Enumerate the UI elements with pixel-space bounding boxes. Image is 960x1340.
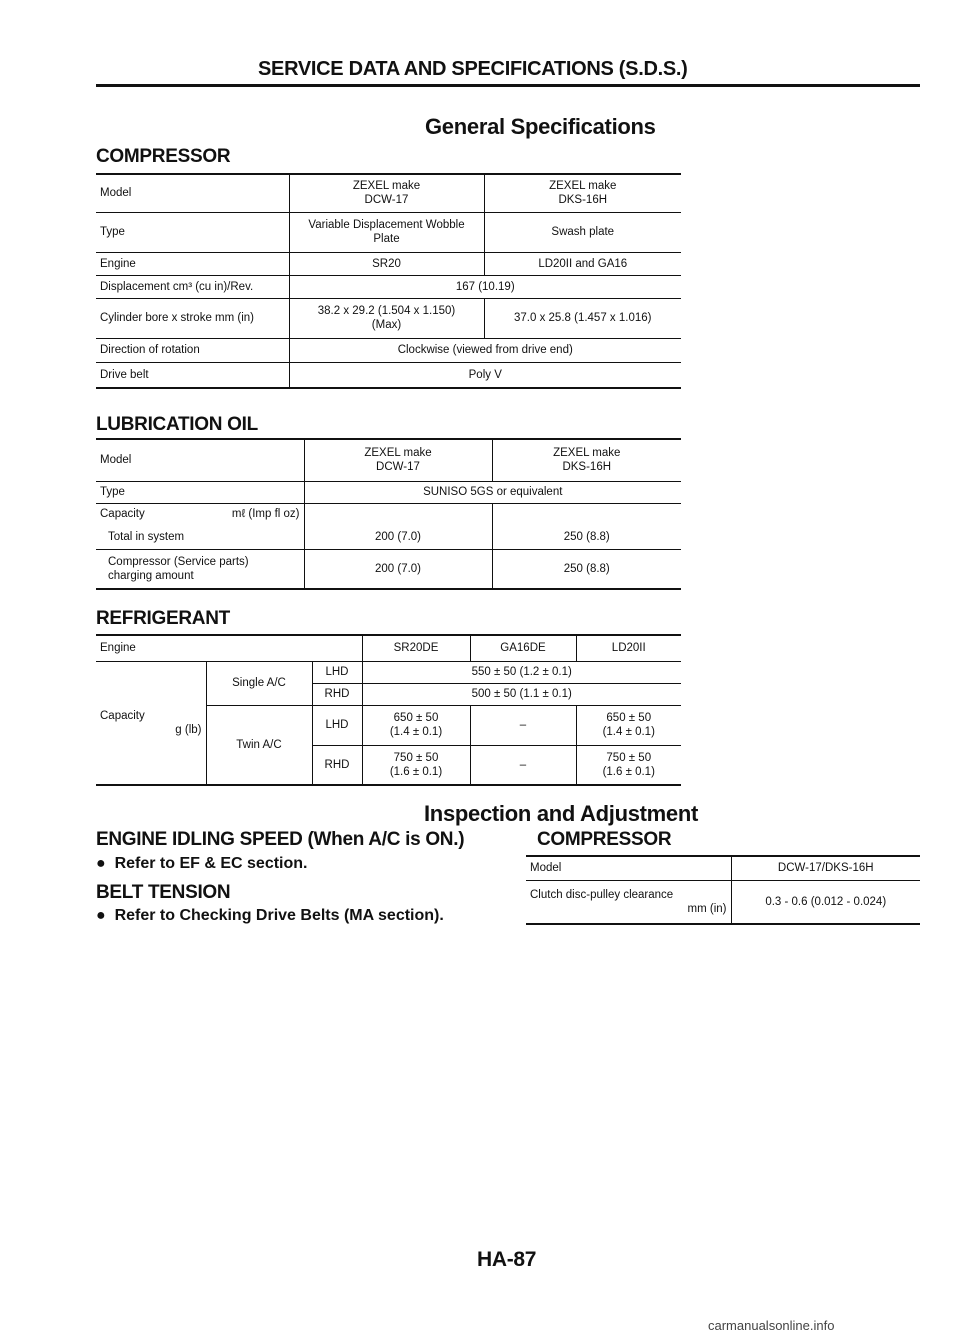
belt-note-text: Refer to Checking Drive Belts (MA section).: [114, 907, 444, 924]
engine-ld20ii: LD20II: [576, 635, 681, 661]
lubrication-heading: LUBRICATION OIL: [96, 414, 258, 435]
table-row: [96, 252, 681, 275]
table-row: [526, 856, 920, 880]
table-row: [96, 338, 681, 362]
cell: LD20II and GA16: [484, 252, 681, 275]
bullet-icon: ●: [96, 855, 115, 872]
belt-note: [96, 907, 444, 925]
cell: Variable Displacement Wobble Plate: [289, 212, 484, 252]
capacity-unit: g (lb): [175, 723, 202, 736]
idling-note: [96, 855, 307, 873]
row-label: Engine: [100, 257, 136, 270]
row-label: Cylinder bore x stroke mm (in): [100, 312, 255, 324]
cell: –: [470, 745, 576, 785]
row-label: Model: [100, 454, 132, 467]
inspection-compressor-table: [526, 855, 920, 925]
lhd-label: LHD: [312, 705, 362, 745]
cell: 200 (7.0): [304, 549, 492, 589]
cell: [304, 503, 492, 525]
cell: Swash plate: [484, 212, 681, 252]
cell: 38.2 x 29.2 (1.504 x 1.150) (Max): [289, 298, 484, 338]
cell: 650 ± 50 (1.4 ± 0.1): [362, 705, 470, 745]
capacity-cell: [96, 661, 206, 785]
cell: ZEXEL make DCW-17: [304, 439, 492, 481]
cell: 200 (7.0): [304, 525, 492, 549]
cell: 37.0 x 25.8 (1.457 x 1.016): [484, 298, 681, 338]
cell: SR20: [289, 252, 484, 275]
table-row: [96, 525, 681, 549]
cell: 550 ± 50 (1.2 ± 0.1): [362, 661, 681, 683]
lhd-label: LHD: [312, 661, 362, 683]
cell: 650 ± 50 (1.4 ± 0.1): [576, 705, 681, 745]
compressor-heading: COMPRESSOR: [96, 146, 231, 167]
table-row: [96, 481, 681, 503]
inspection-title: Inspection and Adjustment: [424, 801, 699, 826]
table-row: [96, 362, 681, 388]
cell: ZEXEL make DCW-17: [289, 174, 484, 212]
rhd-label: RHD: [312, 683, 362, 705]
clutch-unit: mm (in): [687, 902, 727, 915]
cell: 250 (8.8): [492, 525, 681, 549]
clutch-label: Clutch disc-pulley clearance: [530, 888, 674, 901]
watermark: carmanualsonline.info: [708, 1318, 835, 1333]
inspection-compressor-heading: COMPRESSOR: [537, 829, 672, 850]
table-row: [96, 298, 681, 338]
engine-sr20de: SR20DE: [362, 635, 470, 661]
compressor-table: [96, 173, 681, 389]
row-label: Drive belt: [100, 368, 149, 381]
cell: 0.3 - 0.6 (0.012 - 0.024): [731, 880, 920, 924]
table-row: [96, 503, 681, 525]
cell: ZEXEL make DKS-16H: [492, 439, 681, 481]
cell: SUNISO 5GS or equivalent: [304, 481, 681, 503]
row-label: [526, 880, 731, 924]
page-title: SERVICE DATA AND SPECIFICATIONS (S.D.S.): [258, 58, 688, 80]
row-label: Direction of rotation: [100, 344, 200, 356]
table-row: [96, 174, 681, 212]
belt-heading: BELT TENSION: [96, 882, 231, 903]
cell: 750 ± 50 (1.6 ± 0.1): [576, 745, 681, 785]
cell: DCW-17/DKS-16H: [731, 856, 920, 880]
cell: –: [470, 705, 576, 745]
capacity-label: Capacity: [100, 709, 145, 722]
idling-heading: ENGINE IDLING SPEED (When A/C is ON.): [96, 829, 465, 850]
table-row: [96, 439, 681, 481]
cell: 750 ± 50 (1.6 ± 0.1): [362, 745, 470, 785]
page-number: HA-87: [477, 1248, 537, 1271]
idling-note-text: Refer to EF & EC section.: [114, 855, 308, 872]
row-label: Type: [100, 486, 125, 498]
single-ac-label: Single A/C: [206, 661, 312, 705]
capacity-label: Capacity: [100, 508, 145, 521]
row-label: Model: [100, 187, 132, 200]
row-label: [96, 503, 304, 525]
table-row: [96, 661, 681, 683]
row-label: Displacement cm³ (cu in)/Rev.: [100, 280, 254, 293]
table-row: [96, 275, 681, 298]
row-label: Total in system: [108, 530, 185, 543]
rhd-label: RHD: [312, 745, 362, 785]
table-row: [96, 549, 681, 589]
table-row: [96, 635, 681, 661]
engine-ga16de: GA16DE: [470, 635, 576, 661]
cell: 250 (8.8): [492, 549, 681, 589]
row-label: Type: [100, 226, 125, 238]
twin-ac-label: Twin A/C: [206, 705, 312, 785]
refrigerant-table: [96, 634, 681, 786]
refrigerant-heading: REFRIGERANT: [96, 608, 230, 629]
title-rule: [96, 84, 920, 87]
row-label: Engine: [100, 642, 136, 655]
lubrication-table: [96, 438, 681, 590]
row-label: Model: [530, 862, 562, 875]
cell: 167 (10.19): [289, 275, 681, 298]
cell: [492, 503, 681, 525]
cell: ZEXEL make DKS-16H: [484, 174, 681, 212]
bullet-icon: ●: [96, 907, 115, 924]
table-row: [526, 880, 920, 924]
cell: Clockwise (viewed from drive end): [289, 338, 681, 362]
row-label: Compressor (Service parts) charging amount: [108, 555, 249, 582]
capacity-unit: mℓ (Imp fl oz): [231, 508, 300, 521]
cell: 500 ± 50 (1.1 ± 0.1): [362, 683, 681, 705]
general-specifications-title: General Specifications: [425, 114, 656, 139]
table-row: [96, 212, 681, 252]
cell: Poly V: [289, 362, 681, 388]
